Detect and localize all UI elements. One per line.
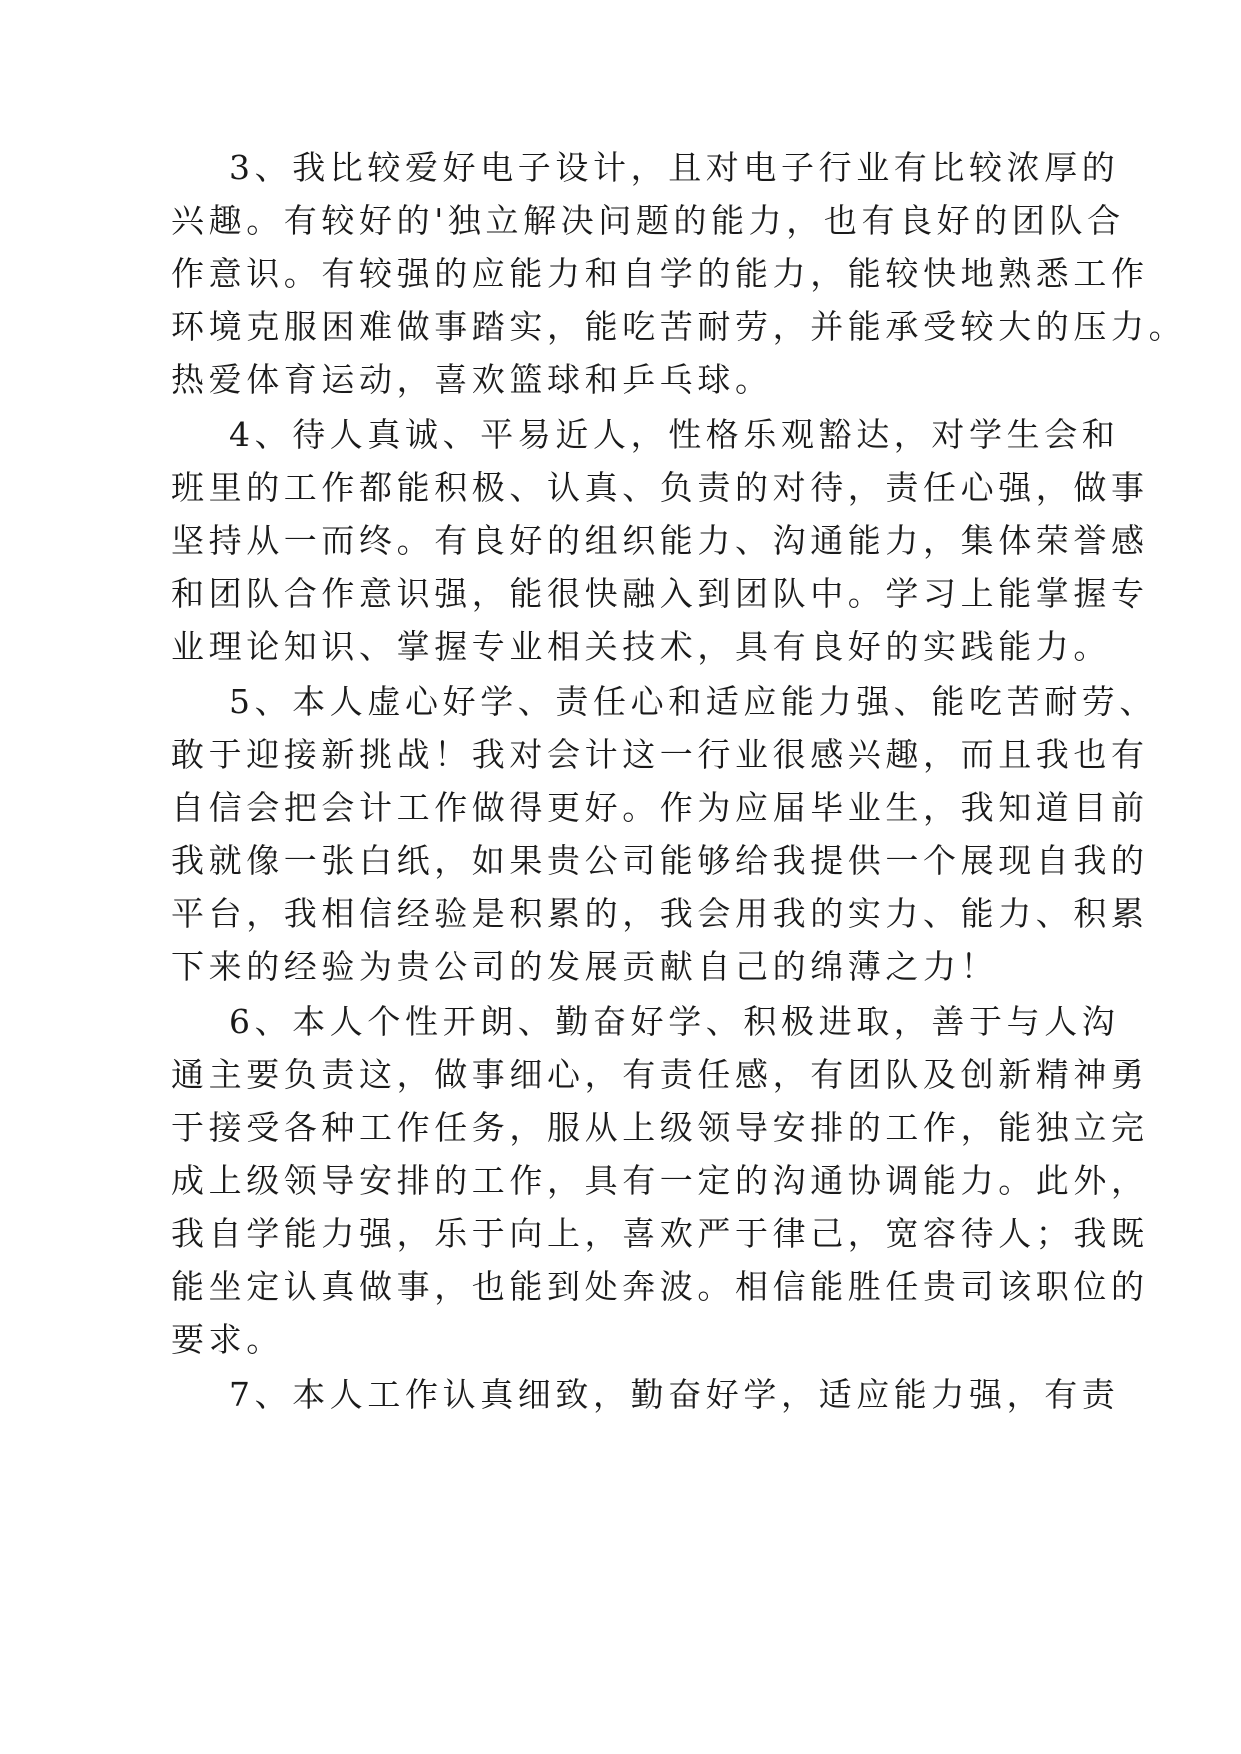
text-line: 班里的工作都能积极、认真、负责的对待，责任心强，做事 [171, 468, 1149, 507]
text-line: 下来的经验为贵公司的发展贡献自己的绵薄之力！ [171, 947, 999, 986]
text-line: 3、我比较爱好电子设计，且对电子行业有比较浓厚的 [229, 148, 1120, 187]
text-line: 热爱体育运动，喜欢篮球和乒乓球。 [171, 360, 773, 399]
text-line: 能坐定认真做事，也能到处奔波。相信能胜任贵司该职位的 [171, 1267, 1149, 1306]
text-line: 兴趣。有较好的'独立解决问题的能力，也有良好的团队合 [171, 201, 1125, 240]
text-line: 成上级领导安排的工作，具有一定的沟通协调能力。此外， [171, 1161, 1149, 1200]
text-line: 于接受各种工作任务，服从上级领导安排的工作，能独立完 [171, 1108, 1149, 1147]
text-line: 自信会把会计工作做得更好。作为应届毕业生，我知道目前 [171, 788, 1149, 827]
text-line: 业理论知识、掌握专业相关技术，具有良好的实践能力。 [171, 627, 1111, 666]
text-line: 敢于迎接新挑战！我对会计这一行业很感兴趣，而且我也有 [171, 735, 1149, 774]
text-line: 7、本人工作认真细致，勤奋好学，适应能力强，有责 [229, 1375, 1120, 1414]
text-line: 6、本人个性开朗、勤奋好学、积极进取，善于与人沟 [229, 1002, 1120, 1041]
text-line: 坚持从一而终。有良好的组织能力、沟通能力，集体荣誉感 [171, 521, 1149, 560]
text-line: 通主要负责这，做事细心，有责任感，有团队及创新精神勇 [171, 1055, 1149, 1094]
text-line: 作意识。有较强的应能力和自学的能力，能较快地熟悉工作 [171, 254, 1149, 293]
text-line: 我自学能力强，乐于向上，喜欢严于律己，宽容待人；我既 [171, 1214, 1149, 1253]
text-line: 平台，我相信经验是积累的，我会用我的实力、能力、积累 [171, 894, 1149, 933]
text-line: 要求。 [171, 1320, 284, 1359]
text-line: 5、本人虚心好学、责任心和适应能力强、能吃苦耐劳、 [229, 682, 1157, 721]
text-line: 我就像一张白纸，如果贵公司能够给我提供一个展现自我的 [171, 841, 1149, 880]
text-line: 和团队合作意识强，能很快融入到团队中。学习上能掌握专 [171, 574, 1149, 613]
text-line: 4、待人真诚、平易近人，性格乐观豁达，对学生会和 [229, 415, 1120, 454]
text-line: 环境克服困难做事踏实，能吃苦耐劳，并能承受较大的压力。 [171, 307, 1187, 346]
